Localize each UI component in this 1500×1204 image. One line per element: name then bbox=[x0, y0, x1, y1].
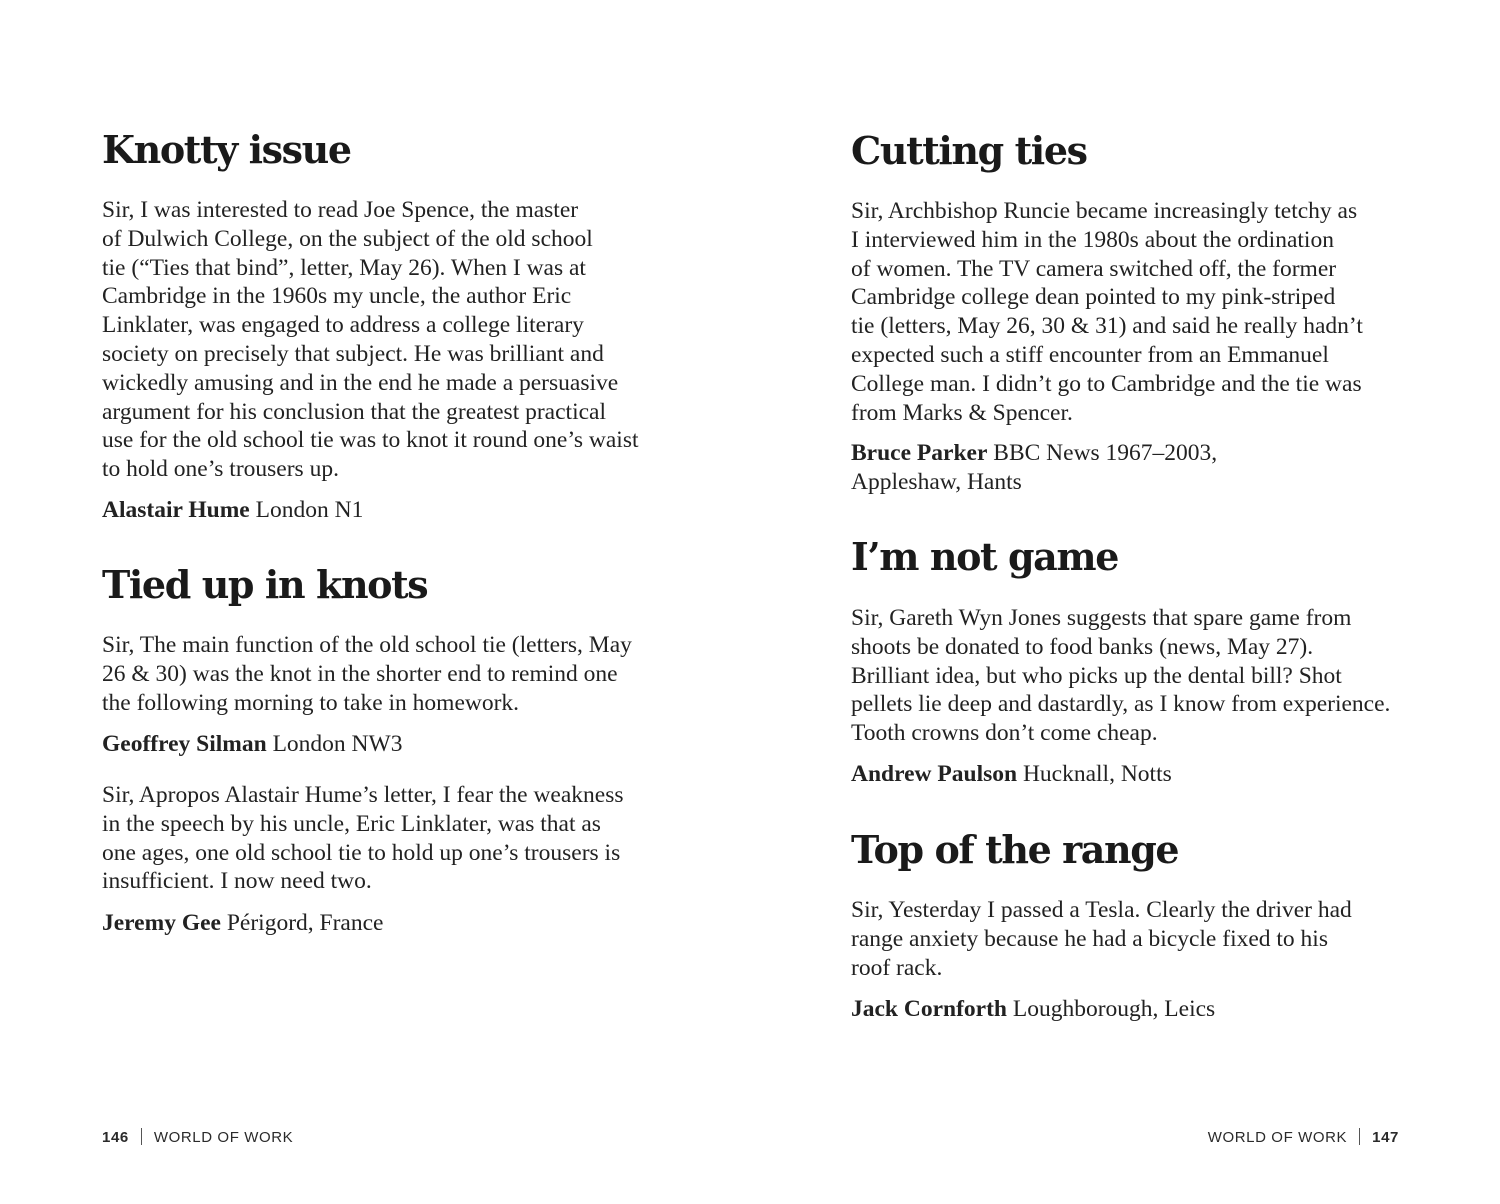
author-location: Appleshaw, Hants bbox=[851, 469, 1022, 495]
author-location: London NW3 bbox=[272, 731, 403, 757]
section-heading: I’m not game bbox=[851, 534, 1118, 579]
letter-line: range anxiety because he had a bicycle fixed to his bbox=[851, 925, 1328, 952]
letter-line: of women. The TV camera switched off, the former bbox=[851, 255, 1337, 282]
footer-divider bbox=[141, 1128, 142, 1145]
letter-line: Tooth crowns don’t come cheap. bbox=[851, 720, 1158, 747]
letter-line: of Dulwich College, on the subject of the old school bbox=[102, 225, 593, 252]
right-page bbox=[851, 0, 1411, 1204]
letter-body bbox=[102, 781, 624, 896]
running-section-title: WORLD OF WORK bbox=[153, 1129, 294, 1146]
letter-line: roof rack. bbox=[851, 954, 943, 981]
letter-signature bbox=[851, 439, 1217, 497]
section-heading: Top of the range bbox=[851, 827, 1179, 872]
letter-body bbox=[851, 197, 1363, 427]
letter-signature bbox=[851, 760, 1172, 789]
letter-line: tie (letters, May 26, 30 & 31) and said he really hadn’t bbox=[851, 313, 1363, 340]
letter-body bbox=[102, 631, 632, 717]
footer-divider bbox=[1359, 1128, 1360, 1145]
letter-line: Sir, Archbishop Runcie became increasingly tetchy as bbox=[851, 198, 1358, 224]
author-location: Périgord, France bbox=[226, 910, 384, 936]
letter-line: Sir, Apropos Alastair Hume’s letter, I fear the weakness bbox=[102, 782, 624, 808]
author-location: BBC News 1967–2003, bbox=[993, 440, 1218, 466]
section-heading: Tied up in knots bbox=[102, 562, 428, 607]
letter-line: wickedly amusing and in the end he made a persuasive bbox=[102, 369, 619, 396]
author-location: Loughborough, Leics bbox=[1012, 996, 1216, 1022]
letter-line: Linklater, was engaged to address a college literary bbox=[102, 312, 584, 339]
letter-line: use for the old school tie was to knot it round one’s waist bbox=[102, 427, 639, 454]
page-footer-right bbox=[1208, 1128, 1399, 1148]
letter-signature bbox=[851, 995, 1215, 1024]
letter-line: to hold one’s trousers up. bbox=[102, 456, 339, 483]
letter-line: Sir, The main function of the old school tie (letters, May bbox=[102, 632, 632, 658]
running-section-title: WORLD OF WORK bbox=[1207, 1129, 1348, 1146]
letter-signature bbox=[102, 909, 383, 938]
left-page bbox=[102, 0, 662, 1204]
letter-line: Sir, I was interested to read Joe Spence, the master bbox=[102, 197, 579, 223]
letter-line: in the speech by his uncle, Eric Linklater, was that as bbox=[102, 810, 601, 837]
letter-body bbox=[851, 604, 1390, 748]
page-number: 146 bbox=[102, 1129, 129, 1146]
letter-line: College man. I didn’t go to Cambridge and the tie was bbox=[851, 370, 1362, 397]
letter-line: I interviewed him in the 1980s about the ordination bbox=[851, 226, 1334, 253]
letter-line: argument for his conclusion that the greatest practical bbox=[102, 398, 606, 425]
section-heading: Knotty issue bbox=[102, 127, 351, 172]
page-footer-left bbox=[102, 1128, 293, 1148]
letter-line: Cambridge in the 1960s my uncle, the author Eric bbox=[102, 283, 572, 310]
letter-line: from Marks & Spencer. bbox=[851, 399, 1073, 426]
letter-line: society on precisely that subject. He was brilliant and bbox=[102, 340, 604, 367]
author-location: London N1 bbox=[255, 497, 364, 523]
letter-line: 26 & 30) was the knot in the shorter end to remind one bbox=[102, 660, 618, 687]
letter-body bbox=[851, 896, 1352, 982]
letter-line: tie (“Ties that bind”, letter, May 26). When I was at bbox=[102, 254, 586, 281]
letter-signature bbox=[102, 496, 363, 525]
author-name: Alastair Hume bbox=[102, 497, 250, 523]
letter-signature bbox=[102, 730, 402, 759]
letter-line: expected such a stiff encounter from an Emmanuel bbox=[851, 341, 1329, 368]
letter-line: the following morning to take in homework. bbox=[102, 689, 520, 716]
author-location: Hucknall, Notts bbox=[1022, 761, 1172, 787]
letter-line: Sir, Yesterday I passed a Tesla. Clearly the driver had bbox=[851, 897, 1352, 923]
author-name: Geoffrey Silman bbox=[102, 731, 267, 757]
letter-line: one ages, one old school tie to hold up one’s trousers is bbox=[102, 839, 621, 866]
page-number: 147 bbox=[1372, 1129, 1399, 1146]
author-name: Jack Cornforth bbox=[851, 996, 1007, 1022]
author-name: Bruce Parker bbox=[851, 440, 988, 466]
letter-line: Brilliant idea, but who picks up the dental bill? Shot bbox=[851, 662, 1342, 689]
letter-line: Cambridge college dean pointed to my pink-striped bbox=[851, 284, 1336, 311]
section-heading: Cutting ties bbox=[851, 128, 1087, 173]
letter-line: shoots be donated to food banks (news, May 27). bbox=[851, 633, 1314, 660]
letter-line: Sir, Gareth Wyn Jones suggests that spare game from bbox=[851, 605, 1352, 631]
letter-line: insufficient. I now need two. bbox=[102, 868, 372, 895]
author-name: Jeremy Gee bbox=[102, 910, 221, 936]
author-name: Andrew Paulson bbox=[851, 761, 1018, 787]
letter-line: pellets lie deep and dastardly, as I know from experience. bbox=[851, 691, 1391, 718]
letter-body bbox=[102, 196, 639, 484]
